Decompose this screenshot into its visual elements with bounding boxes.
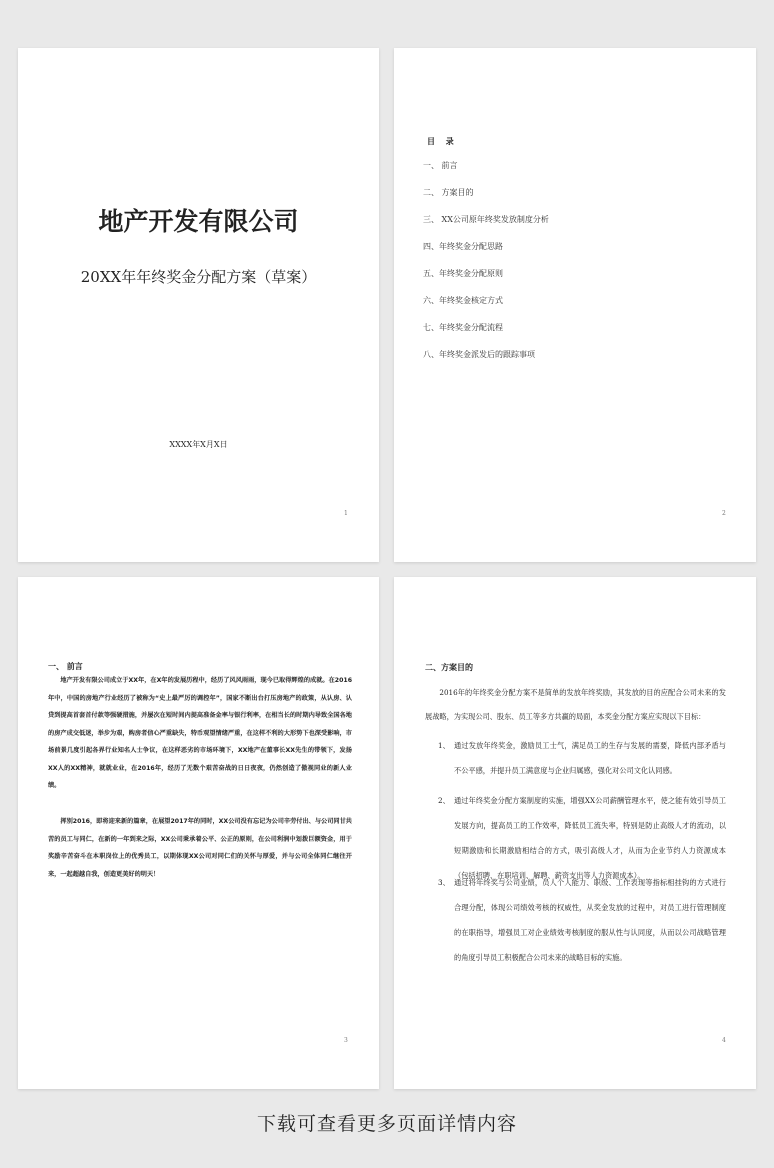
list-item xyxy=(438,870,726,970)
document-subtitle: 20XX年年终奖金分配方案（草案） xyxy=(80,268,317,286)
paragraph: 挥别2016，即将迎来新的篇章，在展望2017年的同时，XX公司没有忘记为公司辛劳付出、与公司同甘共苦的员工与同仁，在新的一年到来之际，XX公司秉承着公平、公正的原则，在公司利润中划拨巨额资金，用于奖励辛苦奋斗在本职岗位上的优秀员工，以期体现XX公司对同仁们的关怀与厚爱，并与公司全体同仁继往开来，一起超越自我，创造更美好的明天！ xyxy=(48,818,352,878)
toc-item: 六、年终奖金核定方式 xyxy=(423,296,503,305)
document-date: XXXX年X月X日 xyxy=(169,440,228,449)
list-text: 通过发放年终奖金，激励员工士气，满足员工的生存与发展的需要，降低内部矛盾与不公平感，并提升员工满意度与企业归属感，强化对公司文化认同感。 xyxy=(454,741,726,775)
document-page-2 xyxy=(394,48,756,562)
page-number: 2 xyxy=(722,510,726,517)
toc-item: 七、年终奖金分配流程 xyxy=(423,323,503,332)
intro-paragraph: 2016年的年终奖金分配方案不是简单的发放年终奖励，其发放的目的应配合公司未来的发展战略，为实现公司、股东、员工等多方共赢的局面，本奖金分配方案应实现以下目标： xyxy=(425,688,726,721)
section-title: 一、 前言 xyxy=(48,661,83,671)
toc-list xyxy=(423,160,549,376)
page-number: 3 xyxy=(344,1037,348,1044)
list-text: 通过年终奖金分配方案制度的实施，增强XX公司薪酬管理水平，使之能有效引导员工发展方向，提高员工的工作效率，降低员工流失率，特别是防止高级人才的流动，以短期激励和长期激励相结合的方式，吸引高级人才，从而为企业节约人力资源成本（包括招聘、在职培训、解聘、薪资支出等人力资源成本）。 xyxy=(454,796,726,880)
list-number: 2、 xyxy=(438,796,450,805)
toc-title: 目 录 xyxy=(427,136,458,146)
list-text: 通过将年终奖与公司业绩，员人个人能力、职级、工作表现等指标相挂钩的方式进行合理分配，体现公司绩效考核的权威性，从奖金发放的过程中，对员工进行管理制度的在职指导，增强员工对企业绩效考核制度的服从性与认同度，从而以公司战略管理的角度引导员工积极配合公司未来的战略目标的实施。 xyxy=(454,878,726,962)
toc-item: 一、 前言 xyxy=(423,161,458,170)
toc-item: 三、 XX公司原年终奖发放制度分析 xyxy=(423,215,549,224)
page-number: 4 xyxy=(722,1037,726,1044)
toc-item: 四、年终奖金分配思路 xyxy=(423,242,503,251)
document-page-3 xyxy=(18,577,379,1089)
company-title: 地产开发有限公司 xyxy=(98,207,299,236)
document-page-1 xyxy=(18,48,379,562)
download-more-link[interactable]: 下载可查看更多页面详情内容 xyxy=(256,1113,517,1135)
document-page-4 xyxy=(394,577,756,1089)
list-item xyxy=(438,733,726,783)
toc-item: 五、年终奖金分配原则 xyxy=(423,269,503,278)
section-title: 二、方案目的 xyxy=(425,662,473,672)
toc-item: 二、 方案目的 xyxy=(423,188,474,197)
toc-item: 八、年终奖金派发后的跟踪事项 xyxy=(423,350,535,359)
paragraph: 地产开发有限公司成立于XX年，在X年的发展历程中，经历了风风雨雨，现今已取得辉煌的成就。在2016年中，中国的房地产行业经历了被称为“史上最严厉的调控年”，国家不断出台打压房地产的政策，从认房、认贷到提高首套首付款等强硬措施，并屡次在短时间内提高准备金率与银行利率，在相当长的时期内导致全国各地的房产成交低迷，举步为艰，购房者信心严重缺失，特币观望情绪严重，在这样不利的大形势下也深受影响，市场前景几度引起各界行业知名人士争议，在这样恶劣的市场环境下，XX地产在董事长XX先生的带领下，发扬XX人的XX精神，就就业业，在2016年，经历了无数个艰苦奋战的日日夜夜，仍然创造了傲视同业的新人业绩。 xyxy=(48,677,352,789)
page-number: 1 xyxy=(344,510,348,517)
list-number: 3、 xyxy=(438,878,450,887)
list-number: 1、 xyxy=(438,741,450,750)
